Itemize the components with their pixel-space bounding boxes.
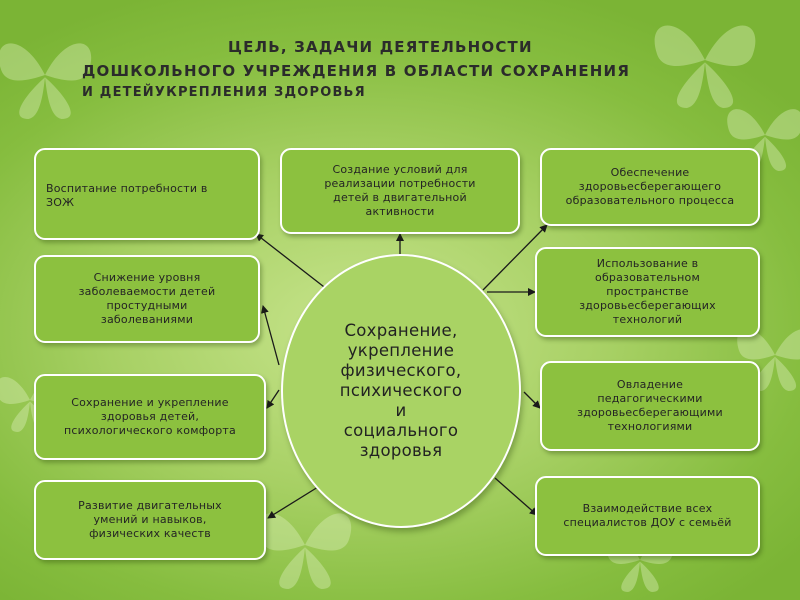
node-reduce-morbidity: [34, 255, 260, 343]
node-motor-activity-conditions: [280, 148, 520, 234]
title-line-1: ЦЕЛЬ, ЗАДАЧИ ДЕЯТЕЛЬНОСТИ: [228, 38, 533, 56]
arrow-to-b6: [267, 390, 279, 408]
node-mastering-technologies: [540, 361, 760, 451]
node-motor-skills: [34, 480, 266, 560]
title-line-2: ДОШКОЛЬНОГО УЧРЕЖДЕНИЯ В ОБЛАСТИ СОХРАНЕНИЯ: [82, 62, 631, 80]
node-label: Обеспечение здоровьесберегающего образовательного процесса: [565, 166, 735, 207]
node-label: Сохранение и укрепление здоровья детей, психологического комфорта: [64, 396, 236, 437]
node-health-saving-process: [540, 148, 760, 226]
node-healthy-lifestyle: [34, 148, 260, 240]
center-goal-ellipse: [281, 254, 521, 528]
center-goal-label: Сохранение, укрепление физического, психического и социального здоровья: [339, 321, 463, 460]
node-label: Овладение педагогическими здоровьесберегающими технологиями: [577, 378, 723, 433]
node-label: Развитие двигательных умений и навыков, физических качеств: [78, 499, 222, 540]
arrow-to-b8: [268, 487, 318, 518]
node-label: Воспитание потребности в ЗОЖ: [46, 182, 208, 209]
arrow-to-b7: [524, 392, 540, 408]
node-family-interaction: [535, 476, 760, 556]
arrow-to-b9: [495, 478, 537, 515]
arrow-to-b4: [263, 306, 279, 365]
node-label: Использование в образовательном пространстве здоровьесберегающих технологий: [579, 257, 716, 326]
title-line-3: И ДЕТЕЙУКРЕПЛЕНИЯ ЗДОРОВЬЯ: [82, 85, 366, 100]
node-label: Снижение уровня заболеваемости детей простудными заболеваниями: [78, 271, 216, 326]
arrow-to-b1: [256, 234, 328, 290]
node-label: Взаимодействие всех специалистов ДОУ с семьёй: [563, 502, 732, 529]
node-psychological-comfort: [34, 374, 266, 460]
node-health-tech-usage: [535, 247, 760, 337]
node-label: Создание условий для реализации потребности детей в двигательной активности: [324, 163, 476, 218]
